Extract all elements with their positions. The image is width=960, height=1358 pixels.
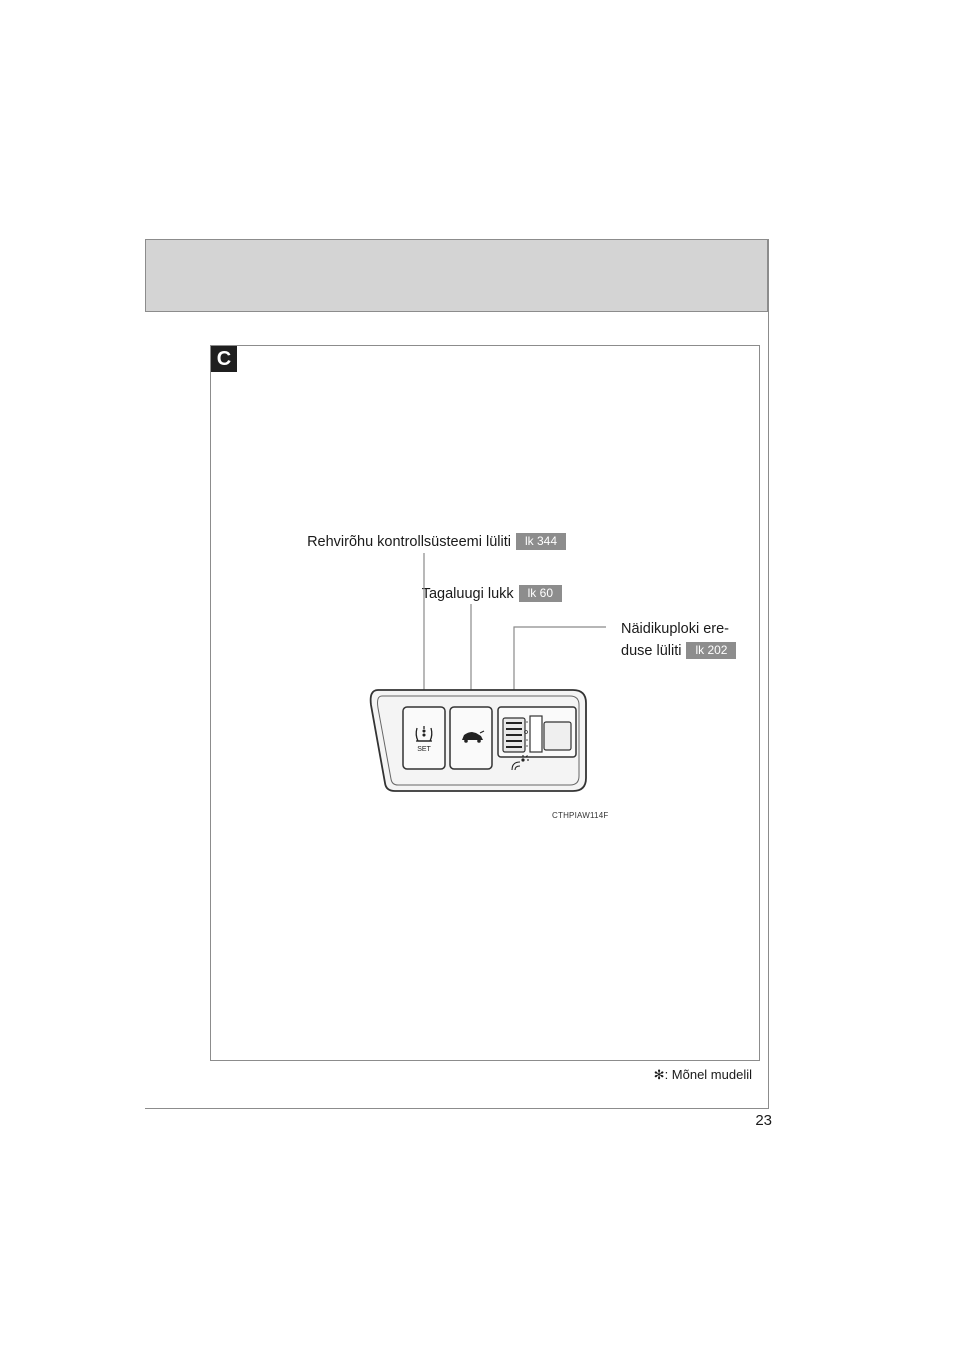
callout-label: Näidikuploki ere- [621, 621, 729, 637]
page-number: 23 [755, 1112, 772, 1129]
set-label: SET [417, 746, 431, 753]
tire-pressure-set-button [403, 707, 445, 769]
page-ref-badge[interactable]: lk 60 [519, 585, 562, 602]
page-ref-badge[interactable]: lk 344 [516, 533, 566, 550]
footnote-text: : Mõnel mudelil [664, 1067, 752, 1082]
callout-label: Tagaluugi lukk [421, 586, 514, 602]
callout-label: duse lüliti [621, 643, 682, 659]
page-ref-badge[interactable]: lk 202 [686, 642, 736, 659]
callout-label: Rehvirõhu kontrollsüsteemi lüliti [307, 534, 511, 550]
figure-code: CTHPIAW114F [552, 811, 609, 820]
asterisk-icon: ✻ [653, 1067, 665, 1082]
footnote [600, 1067, 752, 1083]
section-tag: C [211, 346, 237, 372]
